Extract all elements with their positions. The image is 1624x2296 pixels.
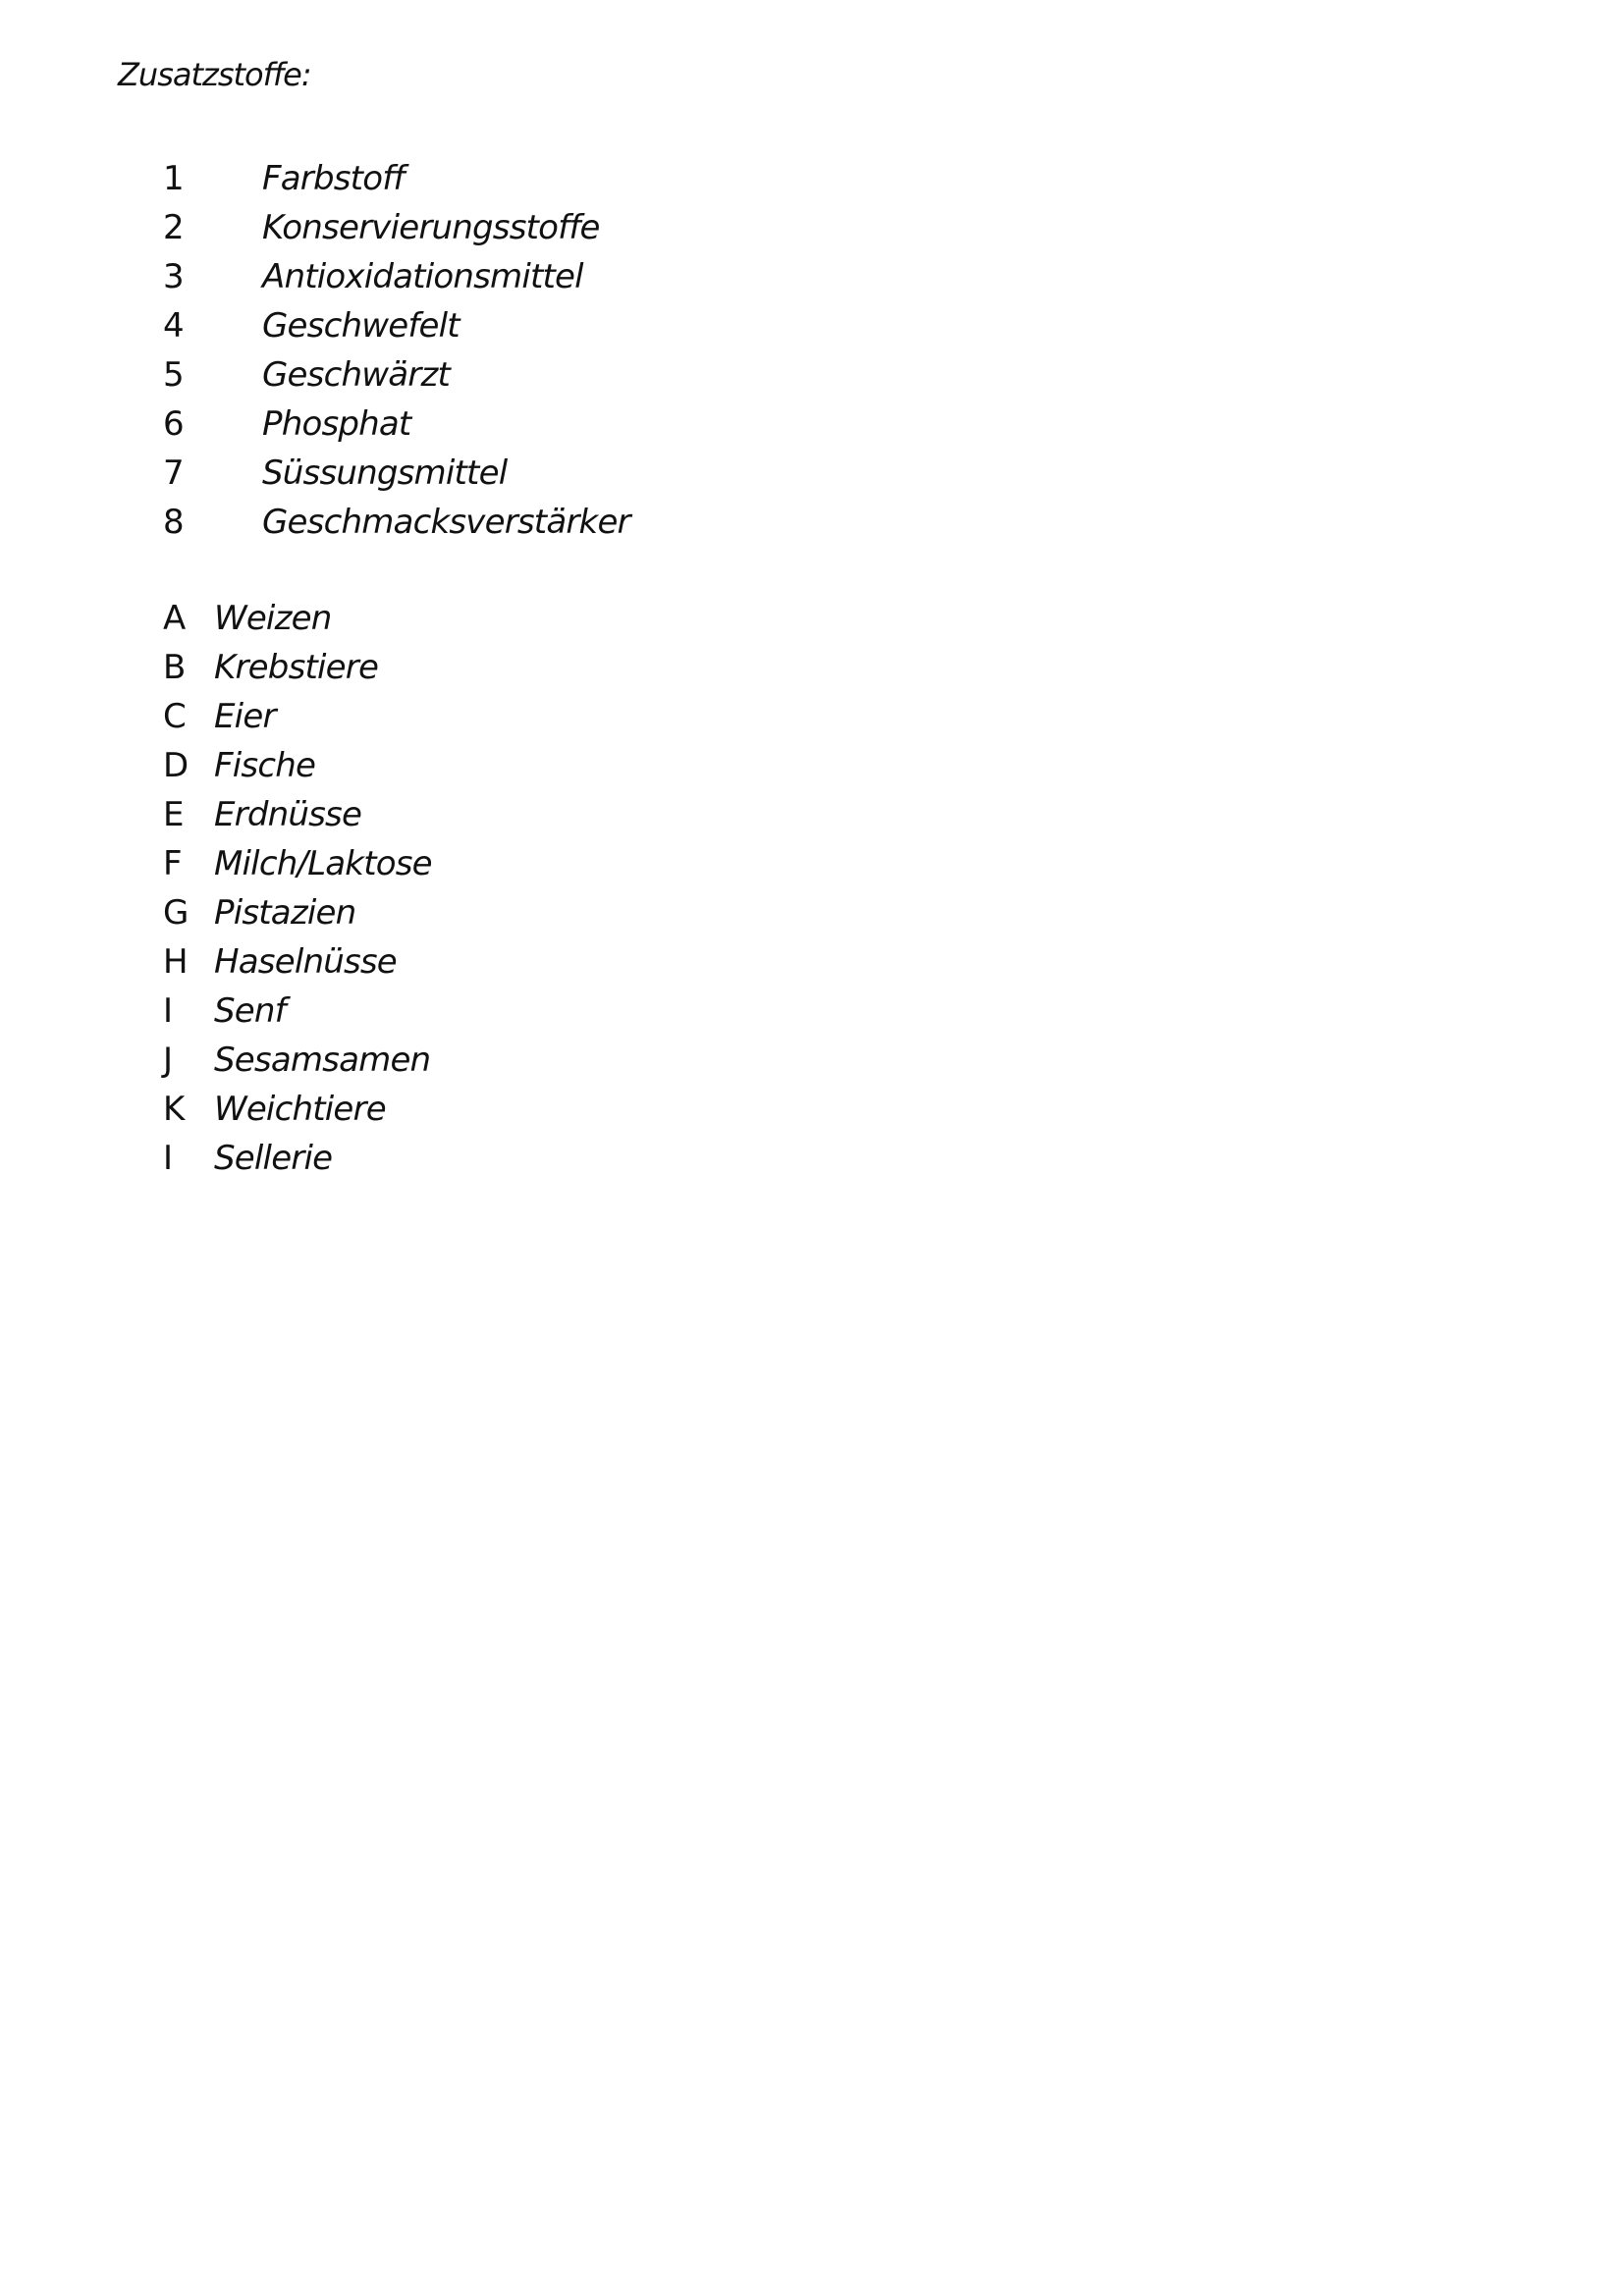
additive-code: 3 [163,257,185,296]
allergen-item [163,839,432,888]
additive-code: 8 [163,503,185,542]
allergen-label: Fische [214,746,316,785]
additive-label: Phosphat [262,404,411,444]
allergen-item [163,741,432,790]
allergen-item [163,1085,432,1134]
allergen-code: H [163,942,189,982]
additive-code: 5 [163,355,185,395]
page-title: Zusatzstoffe: [118,56,311,93]
allergen-label: Haselnüsse [214,942,397,982]
allergen-code: I [163,1139,174,1178]
allergen-label: Sellerie [214,1139,333,1178]
allergen-item [163,937,432,987]
additives-list [163,154,630,547]
additive-code: 1 [163,159,185,198]
additive-item [163,498,630,547]
allergen-item [163,987,432,1036]
additive-label: Geschwärzt [262,355,451,395]
allergen-item [163,790,432,839]
allergen-label: Eier [214,697,276,736]
additive-item [163,400,630,449]
additive-code: 4 [163,306,185,346]
allergen-code: I [163,991,174,1031]
allergens-list [163,594,432,1183]
additive-item [163,350,630,400]
allergen-code: K [163,1090,186,1129]
allergen-item [163,1036,432,1085]
allergen-code: G [163,893,189,933]
allergen-code: J [163,1041,174,1080]
additive-code: 6 [163,404,185,444]
allergen-code: A [163,599,187,638]
additive-item [163,252,630,301]
allergen-code: B [163,648,187,687]
allergen-code: C [163,697,187,736]
allergen-item [163,692,432,741]
allergen-item [163,1134,432,1183]
allergen-label: Senf [214,991,286,1031]
allergen-code: D [163,746,189,785]
additive-label: Antioxidationsmittel [262,257,583,296]
allergen-item [163,594,432,643]
allergen-label: Milch/Laktose [214,844,432,883]
allergen-label: Weizen [214,599,332,638]
additive-label: Geschmacksverstärker [262,503,630,542]
additive-item [163,203,630,252]
additive-label: Geschwefelt [262,306,460,346]
allergen-item [163,888,432,937]
allergen-code: F [163,844,183,883]
allergen-label: Erdnüsse [214,795,362,834]
allergen-code: E [163,795,185,834]
allergen-item [163,643,432,692]
allergen-label: Sesamsamen [214,1041,431,1080]
additive-code: 7 [163,454,185,493]
allergen-label: Krebstiere [214,648,379,687]
additive-code: 2 [163,208,185,247]
additive-item [163,154,630,203]
additive-label: Süssungsmittel [262,454,508,493]
allergen-label: Pistazien [214,893,356,933]
additive-label: Konservierungsstoffe [262,208,600,247]
additive-item [163,449,630,498]
allergen-label: Weichtiere [214,1090,386,1129]
additive-item [163,301,630,350]
additive-label: Farbstoff [262,159,405,198]
